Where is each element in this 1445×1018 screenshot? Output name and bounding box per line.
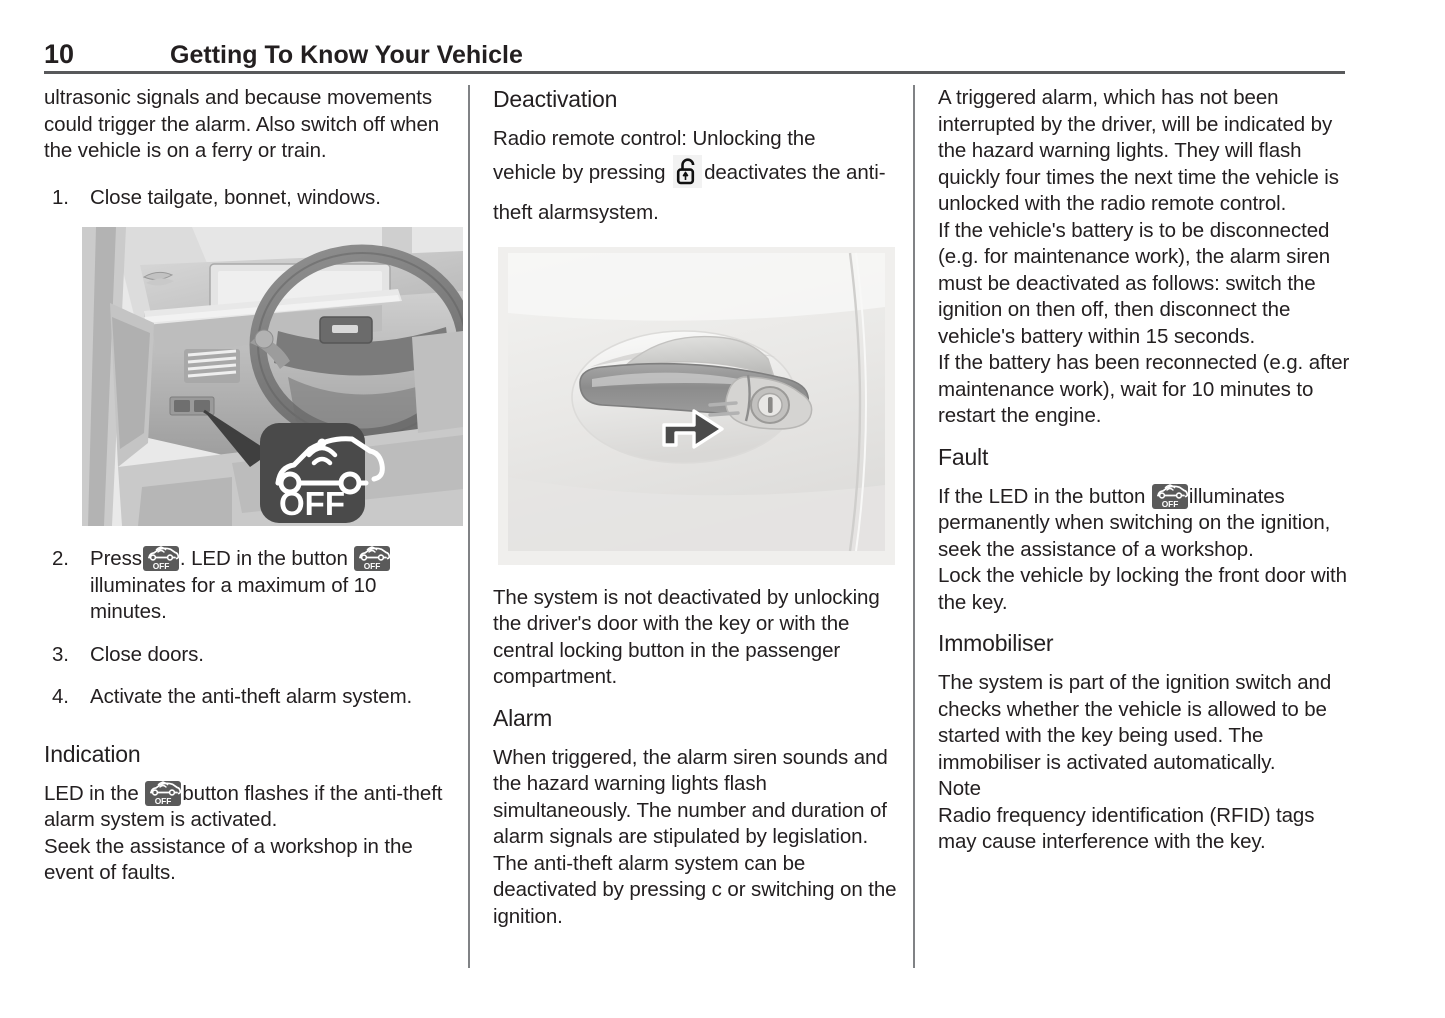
note-heading: Note [938,777,981,800]
indication-paragraph-2: Seek the assistance of a workshop in the event of faults. [44,834,413,884]
spacer [493,565,905,585]
list-item-number: 3. [52,642,69,666]
indication-paragraph [44,781,456,834]
door-handle-figure [498,247,895,565]
intro-paragraph: ultrasonic signals and because movements could trigger the alarm. Also switch off when the vehicle is on a ferry or train. [44,86,440,162]
indication-text-after: button flashes if the anti-theft alarm system is activated. [44,781,443,831]
deactivation-paragraph [493,153,905,233]
page-header [44,34,1345,74]
spacer [938,471,1350,484]
spacer [938,657,1350,670]
door-handle-illustration [498,247,895,565]
indication-text-before: LED in the [44,781,139,805]
alarm-off-badge [260,423,382,523]
alarm-off-button-icon [145,781,181,806]
fault-heading: Fault [938,443,989,470]
not-deactivated-paragraph: The system is not deactivated by unlocking the driver's door with the key or with the central locking button in the passenger compartment. [493,585,880,688]
spacer [44,768,456,781]
spacer [493,691,905,704]
battery-reconnect-paragraph: If the battery has been reconnected (e.g. after maintenance work), wait for 10 minutes to restart the engine. [938,351,1350,427]
spacer [493,113,905,126]
list-item-label: Close doors. [90,642,204,666]
spacer [44,165,456,185]
column-divider-2 [913,85,915,968]
column-2 [493,85,905,970]
column-1 [44,85,456,970]
list-item [44,642,456,669]
deactivation-text-before: vehicle by pressing [493,160,666,184]
deactivation-heading: Deactivation [493,86,618,112]
page-number: 10 [44,39,75,69]
list-item-label: Press [90,547,142,570]
list-item-label: Activate the anti-theft alarm system. [90,685,413,708]
note-paragraph: Radio frequency identification (RFID) tags may cause interference with the key. [938,803,1315,853]
indication-heading: Indication [44,740,141,767]
column-divider-1 [468,85,470,968]
immobiliser-paragraph: The system is part of the ignition switch and checks whether the vehicle is allowed to be started with the key being used. The immobiliser is activated automatically. [938,671,1332,774]
deactivation-paragraph-line1: Radio remote control: Unlocking the [493,127,816,150]
list-item-number: 1. [52,185,69,209]
activation-steps-list [44,185,456,212]
alarm-off-button-icon [1152,484,1188,509]
triggered-alarm-paragraph: A triggered alarm, which has not been interrupted by the driver, will be indicated by the hazard warning lights. They will flash quickly four times the next time the vehicle is unlocked with the radio remote control. [938,86,1339,215]
dashboard-figure [82,227,463,526]
unlock-padlock-icon [673,155,702,188]
dashboard-illustration [82,227,463,526]
spacer [938,430,1350,443]
immobiliser-heading: Immobiliser [938,630,1054,656]
list-item-label-mid: . LED in the button [179,547,348,570]
alarm-paragraph-1: When triggered, the alarm siren sounds and the hazard warning lights flash simultaneously. The number and duration of alarm signals are stipulated by legislation. [493,745,888,848]
deactivation-text-after: deactivates the anti-theft alarmsystem. [493,160,886,224]
alarm-off-button-icon [143,546,179,571]
spacer [938,616,1350,629]
list-item-number: 2. [52,547,69,570]
fault-paragraph-2: Lock the vehicle by locking the front door with the key. [938,564,1347,614]
alarm-paragraph-2: The anti-theft alarm system can be deactivated by pressing c or switching on the ignition. [493,851,897,928]
alarm-off-button-icon [354,546,390,571]
svg-text:OFF: OFF [155,795,172,806]
list-item-label: Close tailgate, bonnet, windows. [90,185,381,209]
svg-text:OFF: OFF [1161,498,1179,509]
list-item [44,185,456,212]
list-item-label-after: illuminates for a maximum of 10 minutes. [90,573,377,623]
spacer [44,727,456,740]
fault-text-after: illuminates permanently when switching on the ignition, seek the assistance of a workshop. [938,484,1331,561]
svg-text:OFF: OFF [364,561,381,571]
list-item [44,684,456,711]
column-3 [938,85,1350,970]
alarm-heading: Alarm [493,704,553,731]
spacer [44,526,456,546]
spacer [493,732,905,745]
svg-text:OFF: OFF [279,485,345,522]
list-item [44,546,456,626]
page-columns [44,85,1350,970]
battery-disconnect-paragraph: If the vehicle's battery is to be disconnected (e.g. for maintenance work), the alarm siren must be deactivated as follows: switch the ignition on then off, then disconnect the vehicle's battery within 15 seconds. [938,218,1331,348]
fault-text-before: If the LED in the button [938,484,1146,508]
activation-steps-list-continued [44,546,456,711]
fault-paragraph [938,484,1350,564]
svg-text:OFF: OFF [152,561,170,571]
list-item-number: 4. [52,685,69,708]
page-title: Getting To Know Your Vehicle [170,41,523,69]
